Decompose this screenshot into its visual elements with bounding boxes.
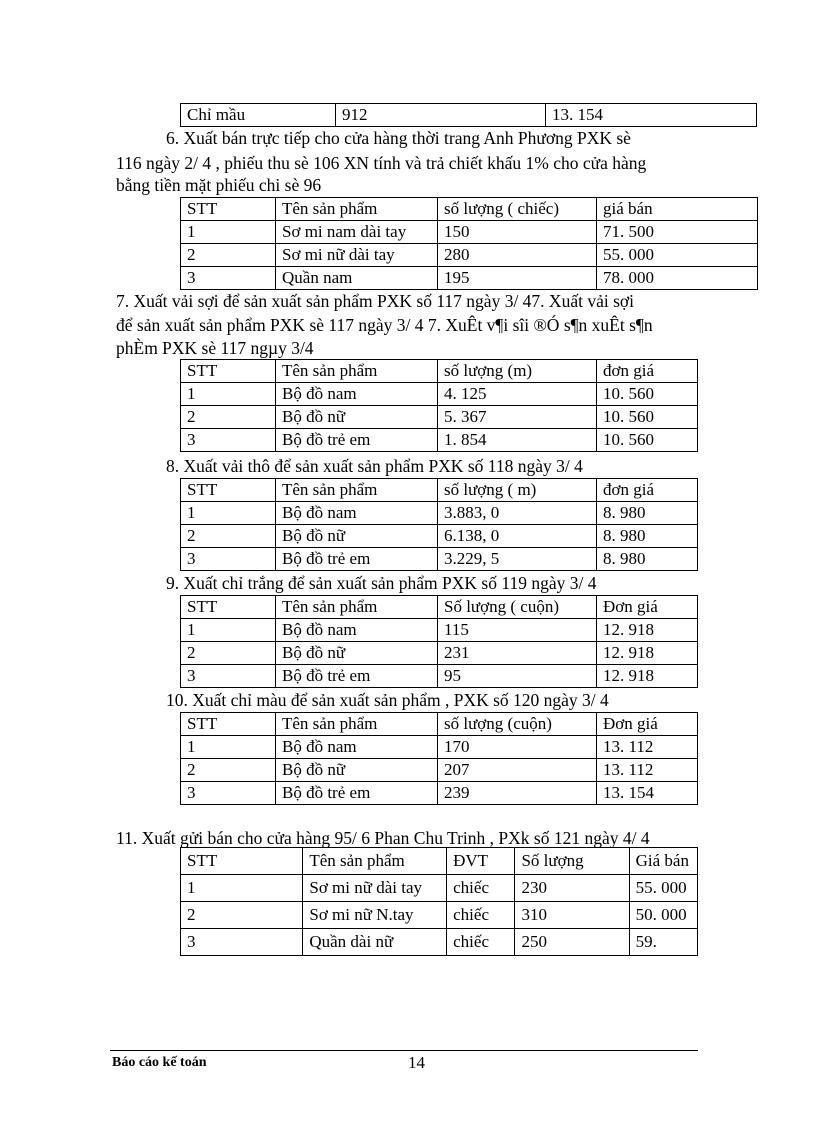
section-6-line-3: bằng tiền mặt phiếu chi sè 96 [116,175,322,195]
table-6 [180,197,758,290]
table-cell: chiếc [447,875,515,902]
table-cell: 2 [181,406,276,429]
table-cell: Bộ đồ trẻ em [276,665,438,688]
table-cell: 13. 112 [597,736,698,759]
header-cell: Tên sản phẩm [276,596,438,619]
table-cell: 239 [438,782,597,805]
table-cell: 207 [438,759,597,782]
table-cell: 115 [438,619,597,642]
table-header-row [181,360,698,383]
table-row [181,929,698,956]
table-cell: 3 [181,267,276,290]
table-cell: 230 [515,875,629,902]
header-cell: STT [181,596,276,619]
table-row [181,525,698,548]
header-cell: Tên sản phẩm [303,848,447,875]
table-cell: 310 [515,902,629,929]
table-cell: 8. 980 [597,548,698,571]
table-cell: 55. 000 [597,244,758,267]
table-cell: 2 [181,244,276,267]
table-cell: 13. 112 [597,759,698,782]
table-header-row [181,198,758,221]
table-cell: 2 [181,902,303,929]
table-row [181,642,698,665]
table-cell: Sơ mi nữ dài tay [276,244,438,267]
table-cell: Quần nam [276,267,438,290]
table-cell: 8. 980 [597,525,698,548]
table-row [181,665,698,688]
section-6-line-2: 116 ngày 2/ 4 , phiếu thu sè 106 XN tính và trả chiết khấu 1% cho cửa hàng [116,153,647,173]
header-cell: đơn giá [597,360,698,383]
header-cell: Tên sản phẩm [276,198,438,221]
section-11-heading: 11. Xuất gửi bán cho cửa hàng 95/ 6 Phan Chu Trinh , PXk số 121 ngày 4/ 4 [116,828,650,848]
table-9 [180,595,698,688]
table-cell: 3 [181,665,276,688]
table-cell: 13. 154 [546,104,757,127]
table-row [181,902,698,929]
header-cell: giá bán [597,198,758,221]
table-cell: Bộ đồ nữ [276,759,438,782]
table-cell: 1 [181,221,276,244]
table-row [181,502,698,525]
table-cell: Quần dài nữ [303,929,447,956]
header-cell: Tên sản phẩm [276,713,438,736]
table-cell: 1 [181,736,276,759]
table-10 [180,712,698,805]
table-cell: Bộ đồ nữ [276,642,438,665]
table-cell: 12. 918 [597,665,698,688]
header-cell: ĐVT [447,848,515,875]
table-row [181,267,758,290]
header-cell: STT [181,479,276,502]
table-cell: 1 [181,383,276,406]
table-cell: 4. 125 [438,383,597,406]
header-cell: Tên sản phẩm [276,479,438,502]
table-cell: Bộ đồ nữ [276,406,438,429]
header-cell: đơn giá [597,479,698,502]
table-cell: 3 [181,929,303,956]
table-header-row [181,848,698,875]
table-cell: 8. 980 [597,502,698,525]
page-number: 14 [408,1053,425,1072]
table-cell: 150 [438,221,597,244]
table-cell: 2 [181,642,276,665]
table-row [181,782,698,805]
table-cell: 1 [181,502,276,525]
table-cell: 195 [438,267,597,290]
section-7-line-1: 7. Xuất vải sợi để sản xuất sản phẩm PXK số 117 ngày 3/ 47. Xuất vải sợi [116,291,635,311]
table-cell: 2 [181,759,276,782]
table-cell: 10. 560 [597,383,698,406]
table-cell: 59. [629,929,697,956]
section-6-line-1: 6. Xuất bán trực tiếp cho cửa hàng thời trang Anh Phương PXK sè [166,128,631,148]
table-cell: 50. 000 [629,902,697,929]
table-cell: 10. 560 [597,406,698,429]
table-cell: 71. 500 [597,221,758,244]
table-row [181,406,698,429]
table-cell: 13. 154 [597,782,698,805]
table-cell: 6.138, 0 [438,525,597,548]
table-cell: 3.229, 5 [438,548,597,571]
table-cell: 12. 918 [597,619,698,642]
table-cell: 3 [181,429,276,452]
table-cell: Bộ đồ nam [276,619,438,642]
table-row [181,619,698,642]
section-7-line-3: phÈm PXK sè 117 ngµy 3/4 [116,338,314,358]
section-10-heading: 10. Xuất chỉ màu để sản xuất sản phẩm , PXK số 120 ngày 3/ 4 [166,690,609,710]
header-cell: số lượng ( m) [438,479,597,502]
section-9-heading: 9. Xuất chỉ trắng để sản xuất sản phẩm PXK số 119 ngày 3/ 4 [166,573,597,593]
header-cell: Tên sản phẩm [276,360,438,383]
table-header-row [181,713,698,736]
table-cell: 1 [181,875,303,902]
header-cell: STT [181,198,276,221]
table-11 [180,847,698,956]
header-cell: số lượng (m) [438,360,597,383]
table-7 [180,359,698,452]
table-cell: chiếc [447,929,515,956]
table-header-row [181,596,698,619]
footer-title: Báo cáo kế toán [112,1055,207,1070]
table-cell: 170 [438,736,597,759]
header-cell: số lượng (cuộn) [438,713,597,736]
table-row [181,104,757,127]
table-cell: 5. 367 [438,406,597,429]
table-cell: 280 [438,244,597,267]
table-cell: 3 [181,548,276,571]
table-cell: 2 [181,525,276,548]
table-cell: 231 [438,642,597,665]
table-cell: 95 [438,665,597,688]
table-row [181,429,698,452]
table-cell: 55. 000 [629,875,697,902]
header-cell: số lượng ( chiếc) [438,198,597,221]
table-header-row [181,479,698,502]
table-cell: Chỉ mầu [181,104,336,127]
table-cell: Bộ đồ nữ [276,525,438,548]
table-cell: Bộ đồ trẻ em [276,429,438,452]
footer-divider [110,1050,698,1051]
table-row [181,221,758,244]
table-cell: 912 [336,104,546,127]
table-8 [180,478,698,571]
table-row [181,548,698,571]
table-cell: Sơ mi nữ N.tay [303,902,447,929]
table-cell: Sơ mi nữ dài tay [303,875,447,902]
header-cell: STT [181,713,276,736]
top-table [180,103,757,127]
header-cell: Giá bán [629,848,697,875]
section-8-heading: 8. Xuất vải thô để sản xuất sản phẩm PXK số 118 ngày 3/ 4 [166,456,583,476]
header-cell: Số lượng [515,848,629,875]
table-cell: 1 [181,619,276,642]
header-cell: STT [181,848,303,875]
table-row [181,244,758,267]
section-7-line-2: để sản xuất sản phẩm PXK sè 117 ngày 3/ 4 7. XuÊt v¶i sîi ®Ó s¶n xuÊt s¶n [116,315,653,335]
header-cell: Số lượng ( cuộn) [438,596,597,619]
table-cell: Sơ mi nam dài tay [276,221,438,244]
table-cell: Bộ đồ trẻ em [276,782,438,805]
table-cell: 1. 854 [438,429,597,452]
header-cell: STT [181,360,276,383]
header-cell: Đơn giá [597,596,698,619]
table-cell: Bộ đồ trẻ em [276,548,438,571]
table-cell: 78. 000 [597,267,758,290]
table-cell: Bộ đồ nam [276,736,438,759]
table-cell: Bộ đồ nam [276,383,438,406]
table-row [181,736,698,759]
table-cell: Bộ đồ nam [276,502,438,525]
table-cell: 3.883, 0 [438,502,597,525]
header-cell: Đơn giá [597,713,698,736]
table-cell: 10. 560 [597,429,698,452]
table-row [181,383,698,406]
table-row [181,875,698,902]
table-row [181,759,698,782]
table-cell: 3 [181,782,276,805]
table-cell: 12. 918 [597,642,698,665]
table-cell: chiếc [447,902,515,929]
table-cell: 250 [515,929,629,956]
